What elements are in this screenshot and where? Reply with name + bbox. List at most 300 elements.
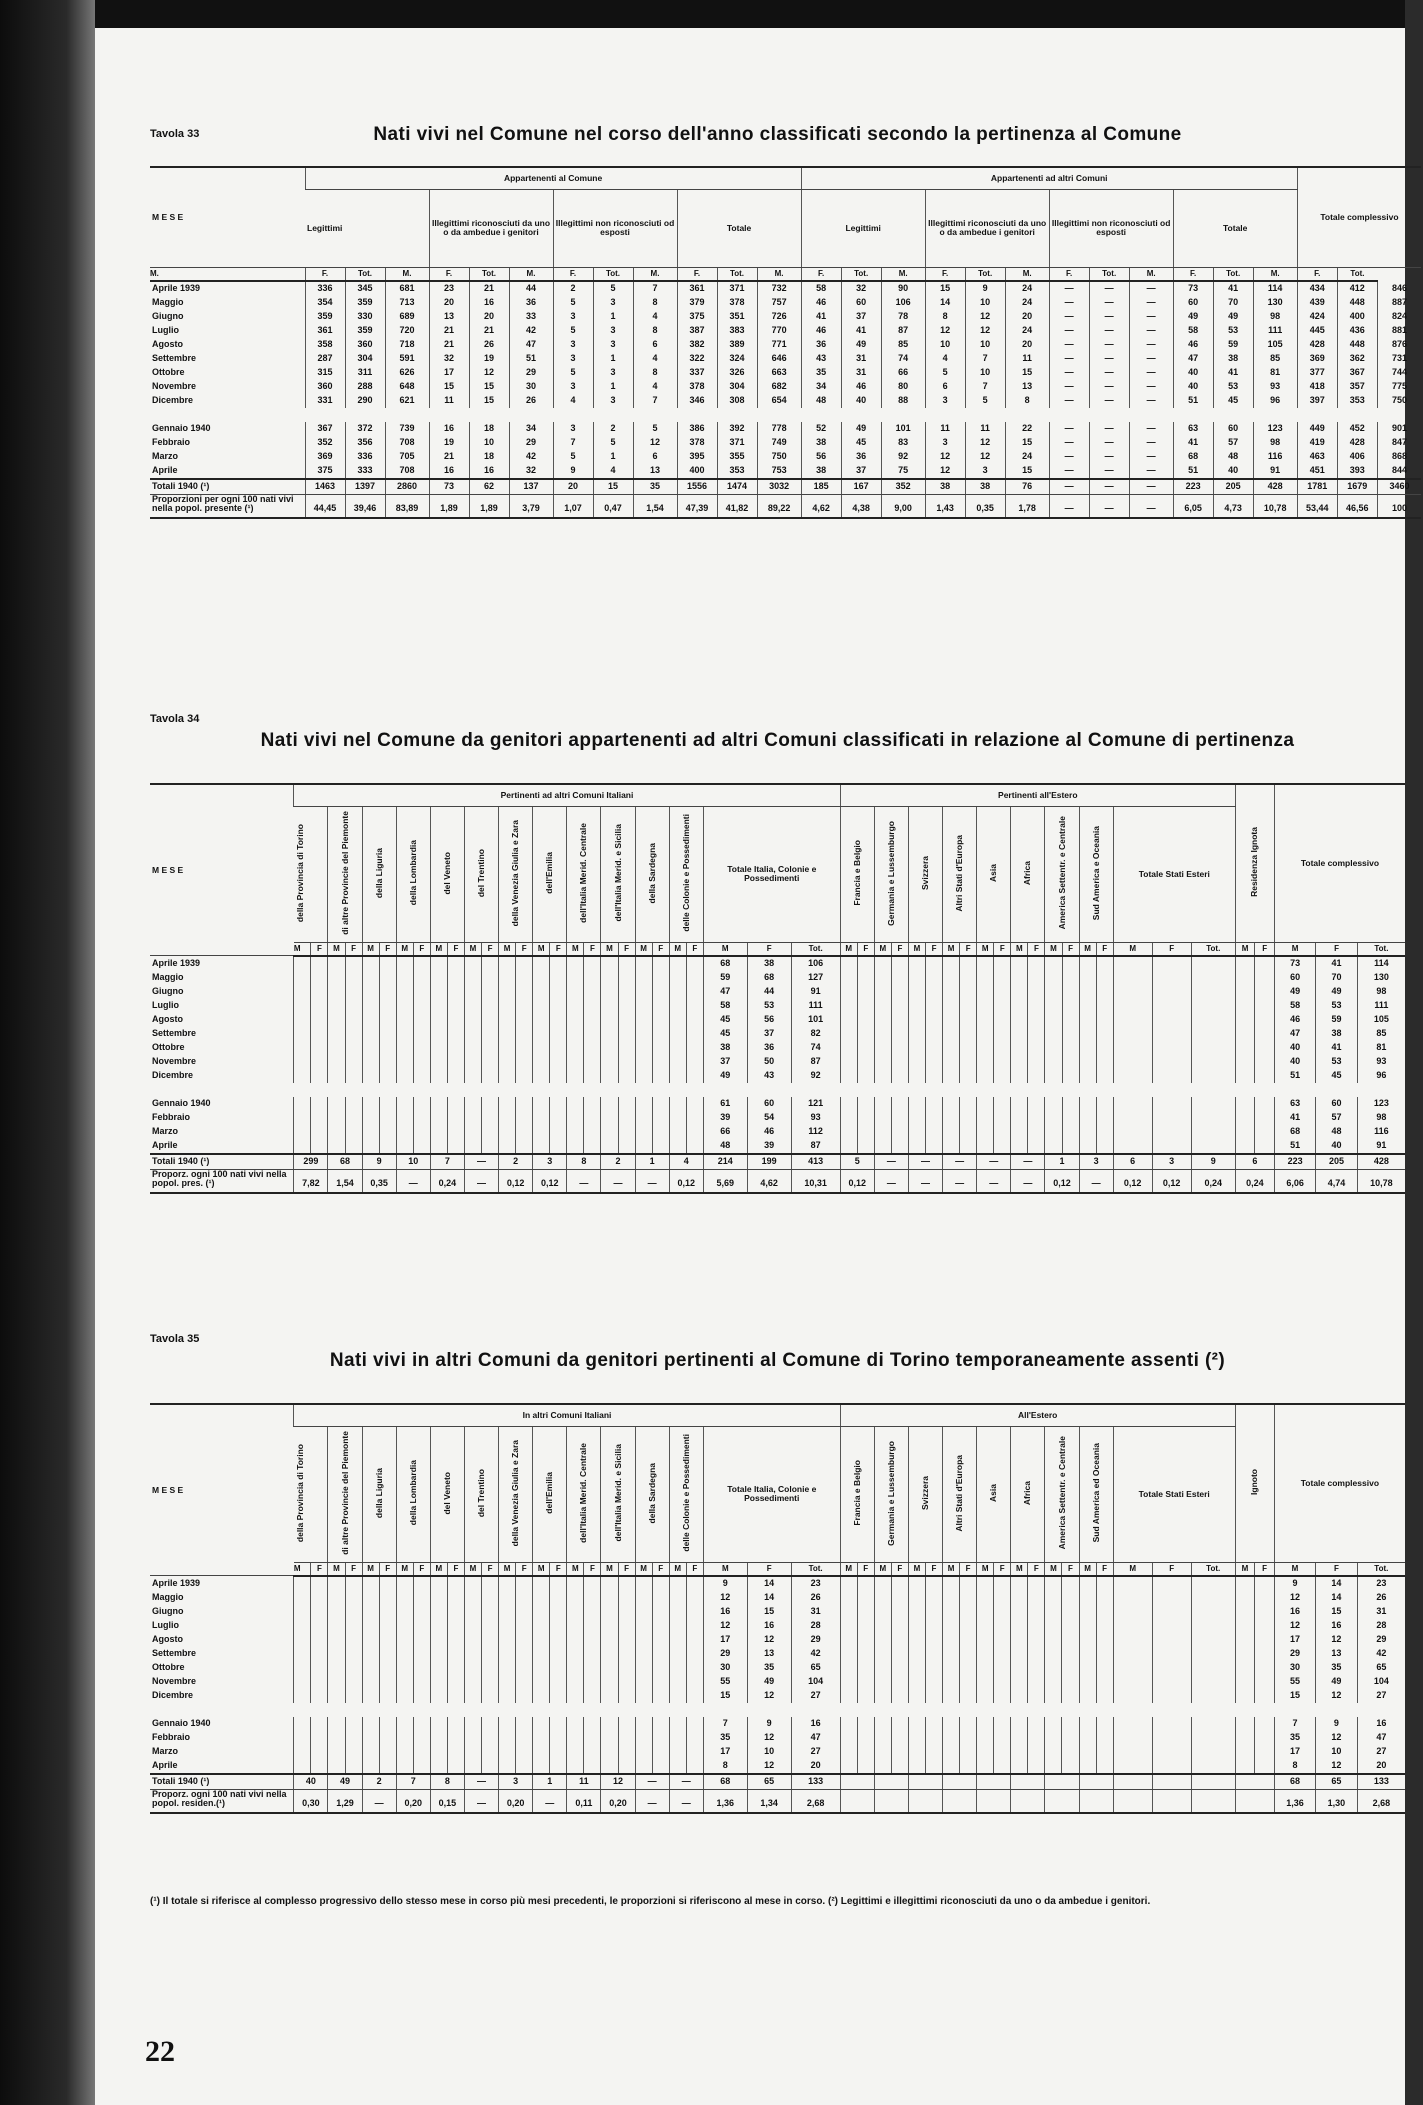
month-cell: Maggio (152, 297, 184, 308)
value-cell (669, 1125, 686, 1139)
value-cell (840, 1689, 857, 1703)
value-cell (413, 1661, 430, 1675)
table-row (150, 1633, 1405, 1647)
value-cell (482, 1027, 499, 1041)
value-cell (908, 1125, 925, 1139)
value-cell: — (1089, 422, 1129, 436)
sub-cell: M (601, 942, 618, 956)
foreign-total-cell (1113, 1576, 1152, 1591)
value-cell (994, 1633, 1011, 1647)
value-cell (652, 1633, 669, 1647)
value-cell (1028, 1759, 1045, 1774)
italy-total-tot: 31 (791, 1605, 840, 1619)
value-cell (1079, 1013, 1096, 1027)
proportion-cell (1079, 1789, 1113, 1812)
value-cell: 451 (1297, 464, 1337, 479)
grand-total-m: 17 (1274, 1633, 1315, 1647)
value-cell: 361 (305, 324, 345, 338)
grand-total-f: 15 (1316, 1605, 1357, 1619)
grand-total-m: 60 (1274, 971, 1315, 985)
column-label: del Trentino (476, 1468, 487, 1518)
value-cell (977, 1689, 994, 1703)
value-cell (1028, 1633, 1045, 1647)
value-cell (584, 1731, 601, 1745)
value-cell (584, 1111, 601, 1125)
value-cell (430, 1745, 447, 1759)
proportion-cell: 0,24 (430, 1169, 464, 1192)
foreign-total-cell (1191, 1591, 1235, 1605)
value-cell (1096, 1041, 1113, 1055)
value-cell (294, 1125, 311, 1139)
value-cell (1255, 1731, 1275, 1745)
value-cell (891, 1013, 908, 1027)
grand-total-cell: 133 (1357, 1774, 1405, 1790)
foreign-total-cell (1113, 1745, 1152, 1759)
value-cell (328, 1661, 345, 1675)
value-cell: 49 (841, 422, 881, 436)
value-cell (1045, 1675, 1062, 1689)
value-cell (550, 1675, 567, 1689)
value-cell (925, 1647, 942, 1661)
proportion-cell: 89,22 (757, 494, 801, 517)
value-cell (482, 1619, 499, 1633)
value-cell (447, 1759, 464, 1774)
value-cell (1079, 1731, 1096, 1745)
value-cell (601, 1027, 618, 1041)
sub-cell: M (430, 1562, 447, 1576)
value-cell (1011, 1041, 1028, 1055)
value-cell: 1 (593, 352, 633, 366)
sub-cell: M (533, 942, 550, 956)
grand-total-m: 63 (1274, 1097, 1315, 1111)
value-cell (328, 985, 345, 999)
value-cell (413, 1759, 430, 1774)
value-cell: — (1049, 324, 1089, 338)
value-cell (891, 1689, 908, 1703)
value-cell (635, 1689, 652, 1703)
value-cell: 372 (345, 422, 385, 436)
italy-total-cell: 199 (747, 1154, 791, 1170)
sub-cell: M (567, 942, 584, 956)
sub-cell: F (1316, 942, 1357, 956)
value-cell (840, 1576, 857, 1591)
value-cell: 38 (801, 436, 841, 450)
value-cell (994, 1055, 1011, 1069)
table-row (150, 1591, 1405, 1605)
value-cell (362, 1027, 379, 1041)
value-cell (294, 999, 311, 1013)
totals-row (150, 1154, 1405, 1170)
value-cell: 357 (1337, 380, 1377, 394)
header-column (567, 1426, 601, 1562)
value-cell (1011, 1139, 1028, 1154)
value-cell (447, 1139, 464, 1154)
proportion-cell: 0,20 (499, 1789, 533, 1812)
value-cell (1028, 1605, 1045, 1619)
value-cell (430, 1097, 447, 1111)
value-cell (1255, 1069, 1275, 1083)
header-legittimi: Legittimi (305, 189, 429, 267)
value-cell (1028, 1661, 1045, 1675)
value-cell (1079, 1647, 1096, 1661)
italy-total-tot: 16 (791, 1717, 840, 1731)
value-cell (618, 999, 635, 1013)
value-cell: 11 (429, 394, 469, 408)
value-cell (857, 1759, 874, 1774)
value-cell: 744 (1377, 366, 1421, 380)
value-cell (601, 1591, 618, 1605)
value-cell: 20 (1005, 338, 1049, 352)
value-cell: — (1129, 394, 1173, 408)
value-cell (1235, 1576, 1255, 1591)
value-cell (430, 1717, 447, 1731)
value-cell (533, 1605, 550, 1619)
value-cell: 24 (1005, 450, 1049, 464)
value-cell (482, 1041, 499, 1055)
value-cell: 844 (1377, 464, 1421, 479)
sub-cell: M (1274, 1562, 1315, 1576)
value-cell (516, 1041, 533, 1055)
value-cell (550, 1055, 567, 1069)
italy-total-m: 15 (703, 1689, 747, 1703)
page-number: 22 (145, 2035, 175, 2068)
value-cell (652, 1619, 669, 1633)
sub-cell: F (960, 1562, 977, 1576)
value-cell: 9 (553, 464, 593, 479)
value-cell (464, 1041, 481, 1055)
value-cell (499, 1633, 516, 1647)
value-cell (652, 1675, 669, 1689)
value-cell: 386 (677, 422, 717, 436)
value-cell: 35 (801, 366, 841, 380)
italy-proportion-cell: 5,69 (703, 1169, 747, 1192)
value-cell (1045, 1661, 1062, 1675)
value-cell (516, 1069, 533, 1083)
total-cell: 3 (499, 1774, 533, 1790)
value-cell: 36 (509, 296, 553, 310)
value-cell (345, 1717, 362, 1731)
grand-total-f: 9 (1316, 1717, 1357, 1731)
month-cell: Luglio (152, 1000, 179, 1011)
value-cell (1062, 1013, 1079, 1027)
proportion-cell: — (362, 1789, 396, 1812)
proportions-row (150, 1789, 1405, 1812)
value-cell (345, 1745, 362, 1759)
header-totale-italia: Totale Italia, Colonie e Possedimenti (703, 1426, 840, 1562)
table-row (150, 971, 1405, 985)
total-cell: 1 (635, 1154, 669, 1170)
value-cell (1028, 985, 1045, 999)
value-cell (652, 1139, 669, 1154)
grand-total-f: 12 (1316, 1689, 1357, 1703)
value-cell (891, 1619, 908, 1633)
value-cell (960, 1027, 977, 1041)
value-cell: 16 (469, 296, 509, 310)
value-cell (482, 971, 499, 985)
value-cell (311, 1013, 328, 1027)
value-cell (840, 1069, 857, 1083)
grand-total-tot: 85 (1357, 1027, 1405, 1041)
column-label: della Lombardia (407, 840, 418, 906)
value-cell (874, 1055, 891, 1069)
value-cell (567, 1717, 584, 1731)
foreign-total-cell (1152, 1605, 1191, 1619)
header-appartenenti-altri: Appartenenti ad altri Comuni (801, 167, 1297, 189)
grand-total-f: 70 (1316, 971, 1357, 985)
value-cell (977, 1731, 994, 1745)
value-cell (994, 1675, 1011, 1689)
value-cell (584, 971, 601, 985)
month-cell: Marzo (152, 451, 179, 462)
value-cell (396, 1689, 413, 1703)
value-cell: 43 (801, 352, 841, 366)
value-cell: 753 (757, 464, 801, 479)
total-cell: 4 (669, 1154, 703, 1170)
value-cell (669, 1633, 686, 1647)
value-cell (584, 1055, 601, 1069)
value-cell: 3 (925, 436, 965, 450)
grand-total-tot: 123 (1357, 1097, 1405, 1111)
italy-total-f: 14 (747, 1576, 791, 1591)
value-cell (1255, 1675, 1275, 1689)
value-cell (977, 1027, 994, 1041)
value-cell: 354 (305, 296, 345, 310)
italy-proportion-cell: 1,34 (747, 1789, 791, 1812)
total-cell (943, 1774, 977, 1790)
grand-total-f: 41 (1316, 956, 1357, 971)
value-cell (516, 1027, 533, 1041)
value-cell (874, 956, 891, 971)
total-cell: — (1011, 1154, 1045, 1170)
table-row (150, 985, 1405, 999)
sub-cell: M (328, 942, 345, 956)
value-cell: 75 (881, 464, 925, 479)
italy-total-m: 55 (703, 1675, 747, 1689)
value-cell: — (1049, 394, 1089, 408)
sub-cell: F (618, 1562, 635, 1576)
value-cell (362, 1689, 379, 1703)
value-cell (1235, 1745, 1255, 1759)
header-totale-italia: Totale Italia, Colonie e Possedimenti (703, 806, 840, 942)
sub-cell: M (601, 1562, 618, 1576)
value-cell (345, 1041, 362, 1055)
foreign-proportion-cell: 0,12 (1113, 1169, 1152, 1192)
proportion-cell: 7,82 (294, 1169, 328, 1192)
value-cell (926, 1013, 943, 1027)
subheader-cell: F. (925, 267, 965, 281)
value-cell (977, 1619, 994, 1633)
value-cell (1255, 1619, 1275, 1633)
value-cell (550, 1013, 567, 1027)
italy-total-tot: 29 (791, 1633, 840, 1647)
value-cell: 3 (553, 380, 593, 394)
foreign-total-cell (1152, 1774, 1191, 1790)
value-cell (1011, 1661, 1028, 1675)
value-cell (1255, 1605, 1275, 1619)
value-cell (345, 971, 362, 985)
value-cell (550, 999, 567, 1013)
value-cell (925, 1591, 942, 1605)
value-cell: 400 (1337, 310, 1377, 324)
value-cell (1096, 999, 1113, 1013)
italy-total-m: 58 (703, 999, 747, 1013)
value-cell (499, 1125, 516, 1139)
sub-cell: M (1079, 942, 1096, 956)
value-cell (328, 1097, 345, 1111)
value-cell (925, 1619, 942, 1633)
header-mese: M E S E (150, 784, 294, 956)
foreign-total-cell (1113, 956, 1152, 971)
value-cell: 17 (429, 366, 469, 380)
italy-total-m: 45 (703, 1027, 747, 1041)
value-cell (994, 1576, 1011, 1591)
value-cell: 11 (925, 422, 965, 436)
sub-cell: M (1235, 942, 1255, 956)
total-cell: 137 (509, 479, 553, 495)
header-column (943, 1426, 977, 1562)
table-row (150, 1055, 1405, 1069)
value-cell (482, 999, 499, 1013)
foreign-total-cell (1113, 1111, 1152, 1125)
residence-proportion-cell: 0,24 (1235, 1169, 1274, 1192)
header-totale-estero: Totale Stati Esteri (1113, 1426, 1235, 1562)
value-cell (652, 985, 669, 999)
italy-proportion-cell: 4,62 (747, 1169, 791, 1192)
value-cell (994, 1013, 1011, 1027)
value-cell (686, 1027, 703, 1041)
header-column (669, 806, 703, 942)
value-cell (686, 1619, 703, 1633)
grand-total-f: 14 (1316, 1591, 1357, 1605)
value-cell: — (1129, 464, 1173, 479)
value-cell (447, 1647, 464, 1661)
value-cell (960, 1619, 977, 1633)
spacer-row (150, 408, 1421, 422)
value-cell (891, 999, 908, 1013)
proportion-cell: 1,54 (633, 494, 677, 517)
value-cell (1028, 1027, 1045, 1041)
foreign-total-cell (1113, 1069, 1152, 1083)
grand-total-f: 49 (1316, 1675, 1357, 1689)
value-cell: 355 (717, 450, 757, 464)
italy-total-f: 9 (747, 1717, 791, 1731)
value-cell (891, 1647, 908, 1661)
subheader-cell: F. (1173, 267, 1213, 281)
italy-proportion-cell: 2,68 (791, 1789, 840, 1812)
value-cell (635, 956, 652, 971)
value-cell (584, 1139, 601, 1154)
value-cell (328, 1111, 345, 1125)
sub-cell: F (413, 942, 430, 956)
value-cell: 32 (841, 281, 881, 296)
subheader-cell: M. (1253, 267, 1297, 281)
sub-cell: M (874, 942, 891, 956)
spacer-cell (150, 1703, 1405, 1717)
value-cell (362, 1125, 379, 1139)
value-cell (447, 1675, 464, 1689)
value-cell (1062, 1139, 1079, 1154)
value-cell (584, 1633, 601, 1647)
value-cell (345, 1591, 362, 1605)
header-column (294, 1426, 328, 1562)
value-cell (362, 1591, 379, 1605)
value-cell (447, 1111, 464, 1125)
value-cell: 96 (1253, 394, 1297, 408)
value-cell (1235, 1097, 1255, 1111)
value-cell (618, 1041, 635, 1055)
value-cell: 68 (1173, 450, 1213, 464)
proportion-cell (977, 1789, 1011, 1812)
value-cell (857, 1661, 874, 1675)
value-cell (311, 1731, 328, 1745)
value-cell (550, 1027, 567, 1041)
value-cell (379, 1717, 396, 1731)
value-cell (874, 1605, 891, 1619)
value-cell: 15 (925, 281, 965, 296)
total-cell: — (977, 1154, 1011, 1170)
month-cell: Novembre (152, 1676, 197, 1687)
value-cell: 428 (1337, 436, 1377, 450)
value-cell: — (1049, 338, 1089, 352)
value-cell: 47 (1173, 352, 1213, 366)
value-cell: — (1129, 450, 1173, 464)
value-cell (601, 971, 618, 985)
value-cell (1096, 1591, 1113, 1605)
value-cell (464, 1759, 481, 1774)
grand-total-cell: 205 (1316, 1154, 1357, 1170)
italy-total-m: 39 (703, 1111, 747, 1125)
value-cell (1235, 1633, 1255, 1647)
value-cell (874, 1689, 891, 1703)
value-cell (311, 985, 328, 999)
value-cell (499, 1619, 516, 1633)
grand-proportion-cell: 6,06 (1274, 1169, 1315, 1192)
italy-total-f: 38 (747, 956, 791, 971)
italy-total-m: 59 (703, 971, 747, 985)
value-cell (499, 1745, 516, 1759)
value-cell: 5 (553, 366, 593, 380)
sub-cell: F (891, 1562, 908, 1576)
value-cell (328, 1745, 345, 1759)
foreign-total-cell (1191, 1097, 1235, 1111)
subheader-cell: Tot. (345, 267, 385, 281)
value-cell (669, 1111, 686, 1125)
value-cell: 771 (757, 338, 801, 352)
value-cell (857, 1605, 874, 1619)
sub-cell: M (464, 1562, 481, 1576)
foreign-total-cell: 3 (1152, 1154, 1191, 1170)
value-cell (669, 1619, 686, 1633)
header-totale: Totale (1173, 189, 1297, 267)
ignoto-proportion-cell (1235, 1789, 1274, 1812)
grand-total-cell: 65 (1316, 1774, 1357, 1790)
value-cell (482, 1675, 499, 1689)
value-cell (1079, 1591, 1096, 1605)
value-cell: 60 (841, 296, 881, 310)
value-cell: 689 (385, 310, 429, 324)
value-cell (447, 1576, 464, 1591)
value-cell (943, 1097, 960, 1111)
header-illegittimi-riconosciuti: Illegittimi riconosciuti da uno o da ambedue i genitori (925, 189, 1049, 267)
value-cell (857, 1041, 874, 1055)
value-cell (874, 1013, 891, 1027)
value-cell (1096, 1633, 1113, 1647)
value-cell (311, 1605, 328, 1619)
value-cell: 663 (757, 366, 801, 380)
month-cell: Gennaio 1940 (152, 1718, 211, 1729)
italy-total-tot: 93 (791, 1111, 840, 1125)
value-cell (1235, 1647, 1255, 1661)
